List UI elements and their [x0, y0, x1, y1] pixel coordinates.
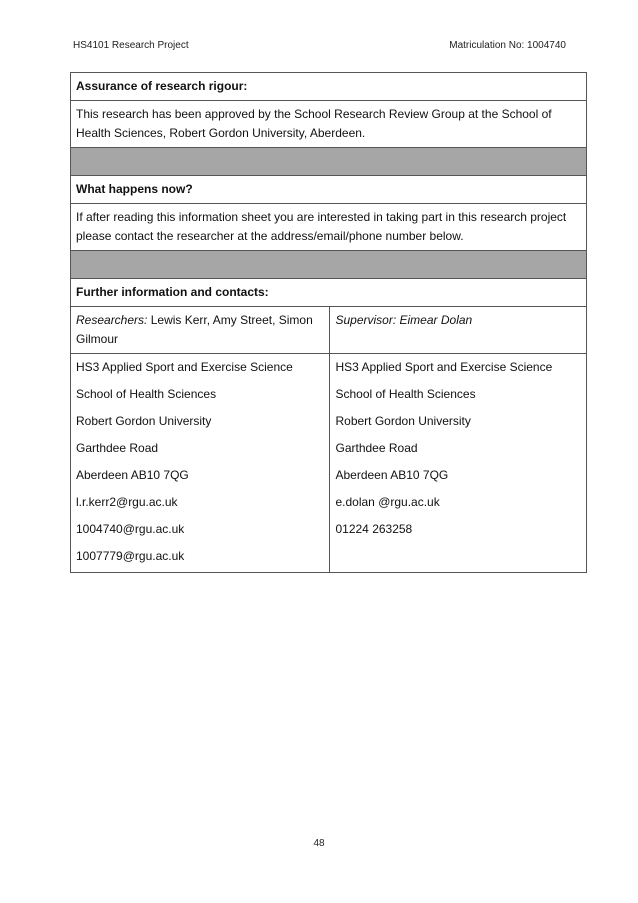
next-text: If after reading this information sheet you are interested in taking part in this research project please contact the researcher at the address/email/phone number below. — [71, 204, 587, 251]
rigour-heading: Assurance of research rigour: — [71, 73, 587, 101]
rigour-text: This research has been approved by the School Research Review Group at the School of Health Sciences, Robert Gordon University, Aberdeen. — [71, 101, 587, 148]
separator-row — [71, 251, 587, 279]
address-line: Garthdee Road — [76, 441, 159, 455]
supervisor-address — [330, 354, 587, 573]
header-project-title: HS4101 Research Project — [73, 40, 189, 51]
address-line: HS3 Applied Sport and Exercise Science — [76, 360, 293, 374]
supervisor-cell — [330, 307, 587, 354]
table-row — [71, 73, 587, 101]
address-line: School of Health Sciences — [335, 387, 476, 401]
email-line: 1004740@rgu.ac.uk — [76, 522, 185, 536]
page-number: 48 — [313, 838, 325, 849]
address-line: School of Health Sciences — [76, 387, 217, 401]
email-line: l.r.kerr2@rgu.ac.uk — [76, 495, 178, 509]
table-row — [71, 176, 587, 204]
address-line: Garthdee Road — [335, 441, 418, 455]
researchers-address — [71, 354, 330, 573]
researchers-cell — [71, 307, 330, 354]
table-row — [71, 148, 587, 176]
table-row — [71, 251, 587, 279]
email-line: 1007779@rgu.ac.uk — [76, 549, 185, 563]
table-row — [71, 307, 587, 354]
information-table — [70, 72, 587, 573]
table-row — [71, 204, 587, 251]
address-line: Robert Gordon University — [335, 414, 471, 428]
separator-row — [71, 148, 587, 176]
next-heading: What happens now? — [71, 176, 587, 204]
table-row — [71, 354, 587, 573]
table-row — [71, 101, 587, 148]
address-line: Aberdeen AB10 7QG — [76, 468, 189, 482]
header-matriculation: Matriculation No: 1004740 — [449, 40, 566, 51]
contacts-heading: Further information and contacts: — [71, 279, 587, 307]
address-line: Robert Gordon University — [76, 414, 212, 428]
researchers-names: Lewis Kerr, Amy Street, Simon Gilmour — [76, 313, 313, 346]
email-line: e.dolan @rgu.ac.uk — [335, 495, 440, 509]
researchers-label: Researchers: — [76, 313, 148, 327]
address-line: Aberdeen AB10 7QG — [335, 468, 449, 482]
supervisor-label: Supervisor: Eimear Dolan — [335, 313, 473, 327]
table-row — [71, 279, 587, 307]
phone-line: 01224 263258 — [335, 522, 413, 536]
address-line: HS3 Applied Sport and Exercise Science — [335, 360, 553, 374]
